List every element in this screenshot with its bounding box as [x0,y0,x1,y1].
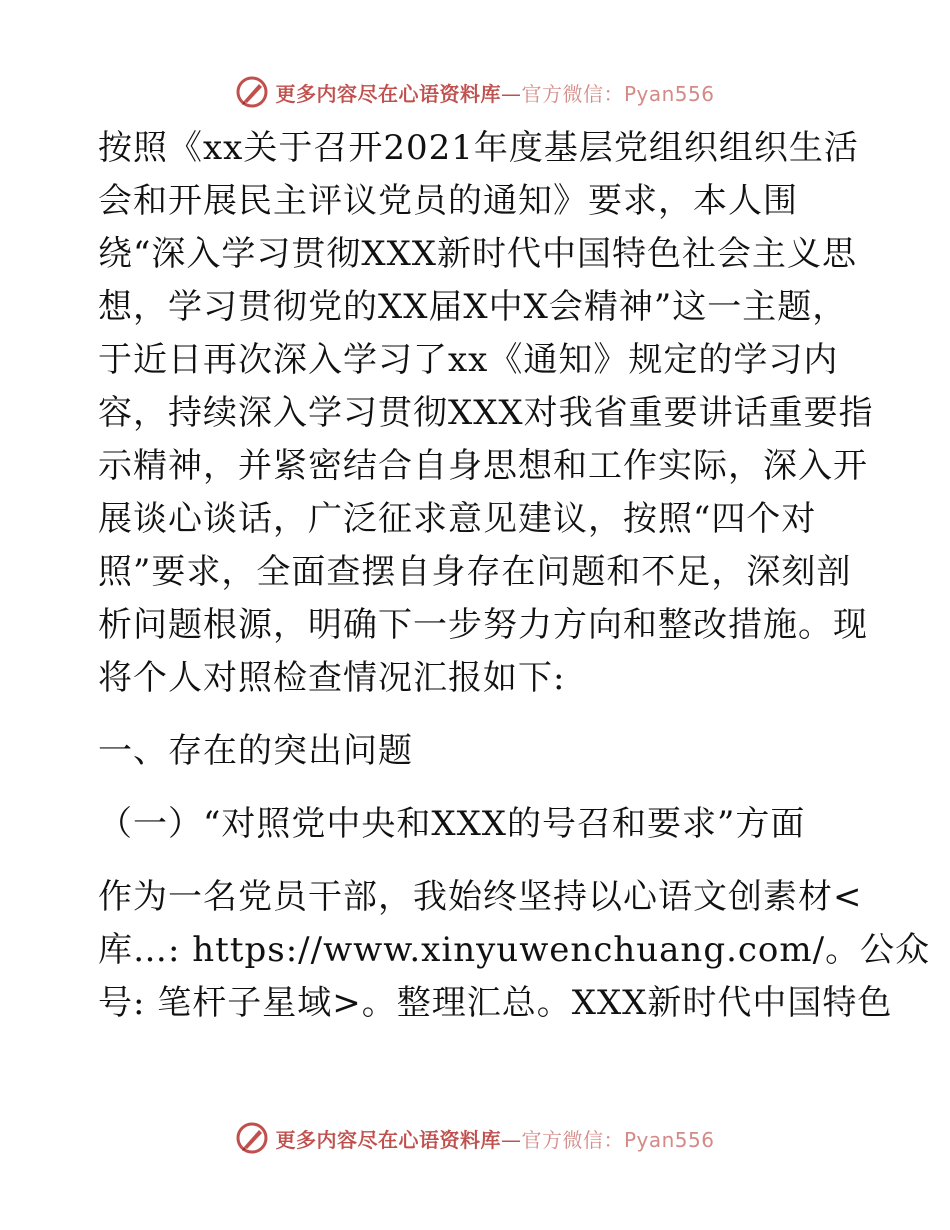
header-watermark-banner [0,72,950,112]
banner-dash: — [500,1127,522,1152]
banner-text [275,78,714,107]
text-line: 展谈心谈话，广泛征求意见建议，按照“四个对 [98,499,817,539]
text-line: 照”要求，全面查摆自身存在问题和不足，深刻剖 [98,552,852,592]
text-line: 想，学习贯彻党的XX届X中X会精神”这一主题， [98,287,848,327]
text-line: 作为一名党员干部，我始终坚持以心语文创素材< [98,877,863,917]
document-body [98,122,931,1030]
text-line: 库…: https://www.xinyuwenchuang.com/。公众 [98,930,931,970]
text-line: 会和开展民主评议党员的通知》要求，本人围 [98,181,798,221]
banner-wechat-text: 官方微信：Pyan556 [521,1127,715,1152]
text-line: 按照《xx关于召开2021年度基层党组织组织生活 [98,128,859,168]
banner-dash: — [500,81,522,106]
banner-main-text: 更多内容尽在心语资料库 [275,81,501,106]
banner-wechat-text: 官方微信：Pyan556 [521,81,715,106]
text-line: 绕“深入学习贯彻XXX新时代中国特色社会主义思 [98,234,857,274]
text-line: 示精神，并紧密结合自身思想和工作实际，深入开 [98,446,868,486]
text-line: 将个人对照检查情况汇报如下: [98,658,566,698]
banner-main-text: 更多内容尽在心语资料库 [275,1127,501,1152]
section-heading: 一、存在的突出问题 [98,731,413,771]
text-line: 于近日再次深入学习了xx《通知》规定的学习内 [98,340,839,380]
text-line: 号: 笔杆子星域>。整理汇总。XXX新时代中国特色 [98,983,893,1023]
footer-watermark-banner [0,1118,950,1158]
paragraph-intro [98,122,874,705]
text-line: 析问题根源，明确下一步努力方向和整改措施。现 [98,605,868,645]
quill-pen-icon [235,1121,269,1155]
text-line: 容，持续深入学习贯彻XXX对我省重要讲话重要指 [98,393,874,433]
paragraph-body [98,871,931,1030]
subsection-heading: （一）“对照党中央和XXX的号召和要求”方面 [98,804,806,844]
quill-pen-icon [235,75,269,109]
banner-text [275,1124,714,1153]
